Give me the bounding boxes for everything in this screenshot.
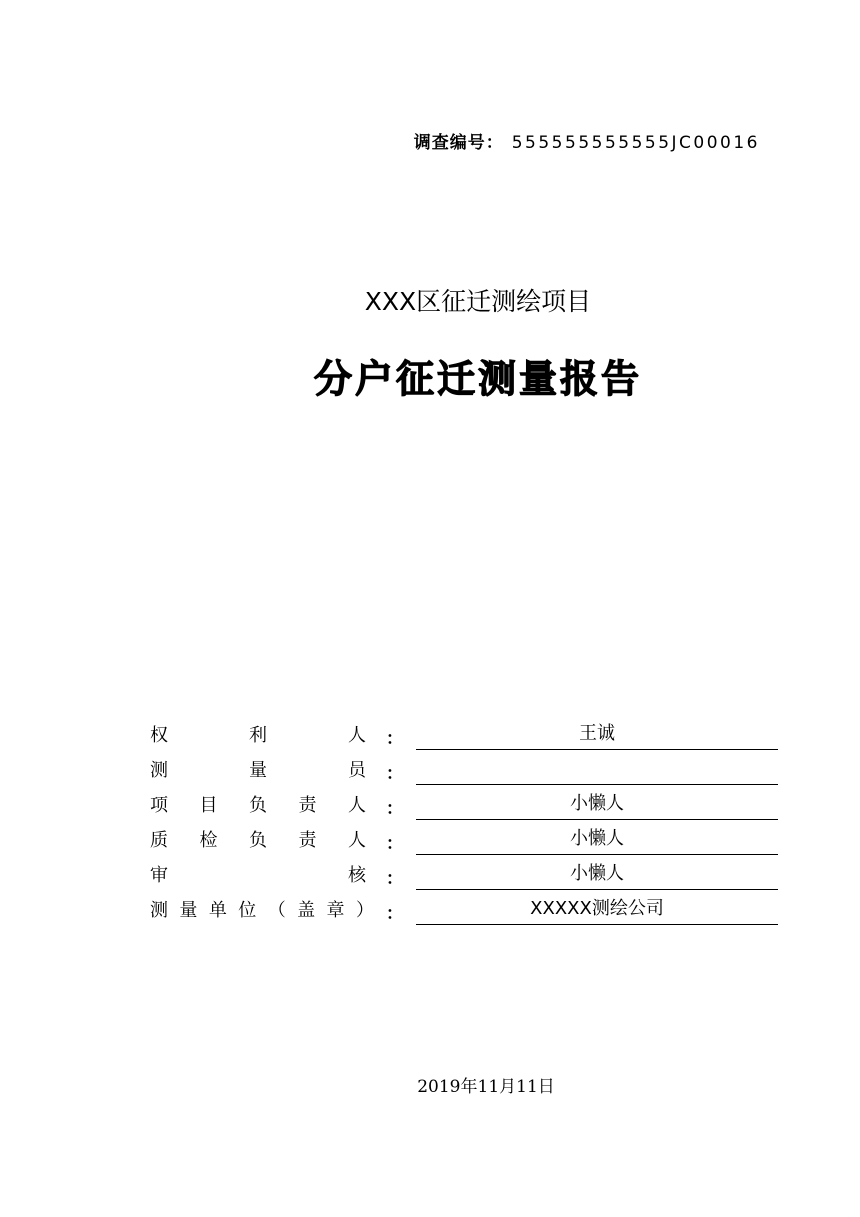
survey-number [414, 128, 760, 153]
info-table [150, 716, 778, 926]
survey-number-label: 调查编号： [413, 133, 504, 153]
info-colon: ： [386, 904, 403, 924]
info-value-reviewer: 小懒人 [416, 856, 778, 890]
info-colon: ： [386, 834, 403, 854]
info-label-char: 章 [326, 899, 345, 921]
info-label-char: 审 [150, 864, 168, 886]
info-label-char: 核 [348, 864, 366, 886]
report-title: 分户征迁测量报告 [313, 357, 642, 401]
info-label-char: 责 [298, 794, 317, 816]
info-label [150, 856, 382, 891]
info-row-project-lead [150, 786, 778, 821]
survey-number-value: 555555555555JC00016 [511, 133, 760, 153]
info-value-survey-unit: XXXXX测绘公司 [416, 891, 778, 925]
info-label-char: 利 [249, 724, 267, 746]
info-label-char: 人 [348, 794, 366, 816]
info-label-char: 盖 [297, 899, 316, 921]
info-colon: ： [386, 729, 403, 749]
info-label-char: 质 [150, 829, 168, 851]
project-title: XXX区征迁测绘项目 [364, 287, 592, 316]
info-colon: ： [386, 764, 403, 784]
info-label-char: 量 [249, 759, 267, 781]
info-value-surveyor [416, 751, 778, 785]
info-label-char: 位 [238, 899, 257, 921]
info-label-char: 人 [348, 724, 366, 746]
info-label-char: 测 [150, 899, 168, 921]
info-label [150, 891, 382, 926]
info-label [150, 821, 382, 856]
info-label [150, 716, 382, 751]
info-label-char: 量 [179, 899, 198, 921]
info-label [150, 751, 382, 786]
info-label-char: 权 [150, 724, 168, 746]
info-row-rights-holder [150, 716, 778, 751]
info-label-char: 目 [199, 794, 218, 816]
report-date: 2019年11月11日 [417, 1077, 555, 1097]
info-label-char: 责 [298, 829, 317, 851]
info-row-survey-unit [150, 891, 778, 926]
info-label-char: 负 [249, 794, 267, 816]
info-label-char: 员 [348, 759, 366, 781]
info-row-reviewer [150, 856, 778, 891]
info-value-project-lead: 小懒人 [416, 786, 778, 820]
info-row-qc-lead [150, 821, 778, 856]
info-value-rights-holder: 王诚 [416, 716, 778, 750]
info-label-char: 测 [150, 759, 168, 781]
info-colon: ： [386, 869, 403, 889]
info-label [150, 786, 382, 821]
info-label-char: （ [267, 899, 286, 921]
info-row-surveyor [150, 751, 778, 786]
info-label-char: 人 [348, 829, 366, 851]
info-value-qc-lead: 小懒人 [416, 821, 778, 855]
info-label-char: 单 [208, 899, 227, 921]
info-label-char: ） [355, 899, 374, 921]
info-label-char: 检 [199, 829, 218, 851]
info-label-char: 负 [249, 829, 267, 851]
info-label-char: 项 [150, 794, 168, 816]
info-colon: ： [386, 799, 403, 819]
